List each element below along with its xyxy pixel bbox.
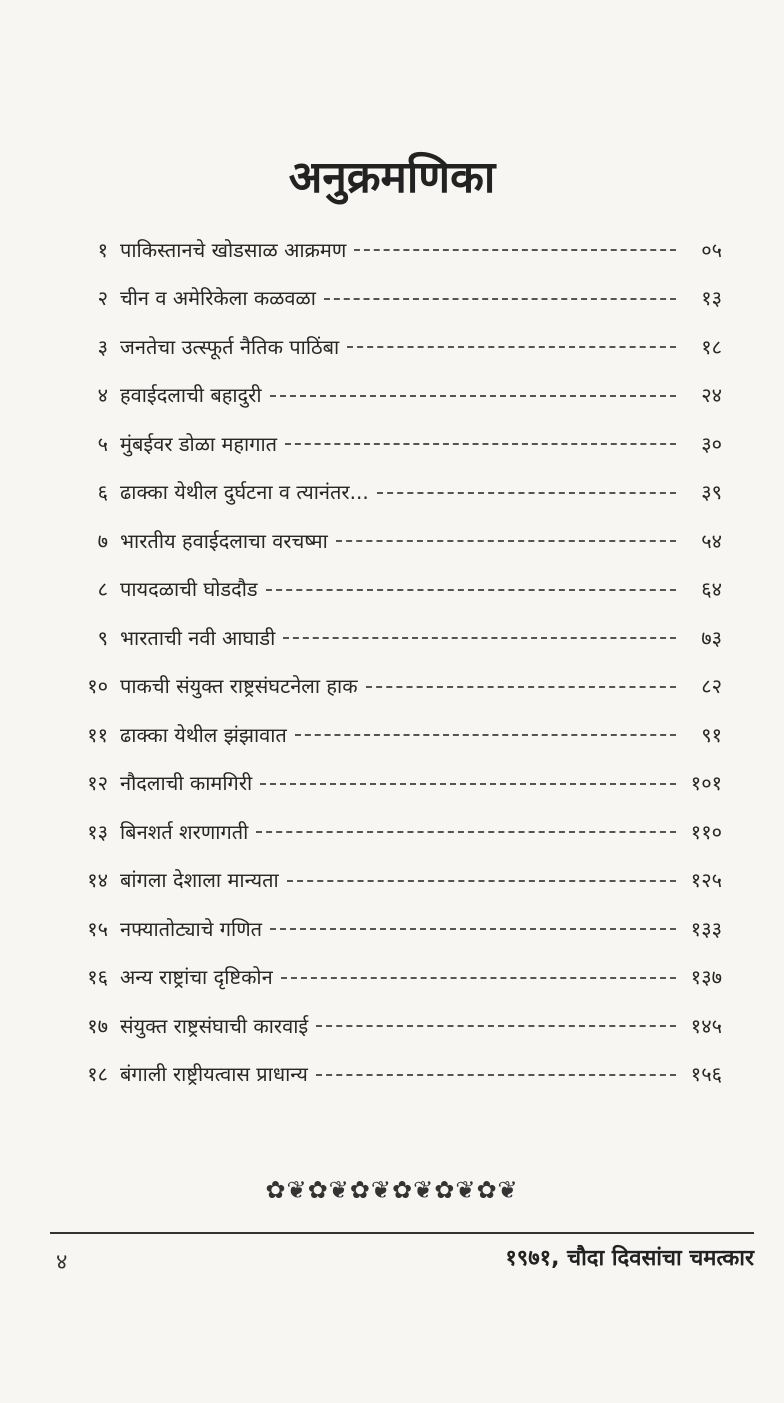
toc-entry <box>62 860 722 900</box>
toc-entry <box>62 811 722 851</box>
toc-entry-page: ११० <box>690 819 722 844</box>
toc-entry-number: ६ <box>97 480 108 504</box>
toc-entry <box>62 1054 722 1094</box>
toc-dash-leader <box>336 540 676 542</box>
footer-book-title: १९७१, चौदा दिवसांचा चमत्कार <box>505 1246 754 1271</box>
toc-entry-page: १३ <box>701 286 722 310</box>
toc-entry <box>62 1005 722 1045</box>
toc-entry <box>62 569 722 609</box>
toc-entry <box>62 278 722 318</box>
toc-entry-page: ३० <box>701 431 722 456</box>
toc-entry <box>62 326 722 366</box>
toc-entry-page: ०५ <box>701 237 722 262</box>
toc-dash-leader <box>354 249 676 251</box>
toc-dash-leader <box>281 977 676 979</box>
toc-entry-title: पाकची संयुक्त राष्ट्रसंघटनेला हाक <box>120 674 358 698</box>
toc-entry-page: १८ <box>701 334 722 359</box>
toc-entry-page: १३३ <box>690 916 722 941</box>
toc-entry-title: हवाईदलाची बहादुरी <box>120 383 262 407</box>
toc-dash-leader <box>260 783 676 785</box>
toc-entry-number: ५ <box>97 431 108 456</box>
toc-entry <box>62 375 722 415</box>
toc-dash-leader <box>295 734 676 736</box>
toc-entry-title: जनतेचा उत्स्फूर्त नैतिक पाठिंबा <box>120 334 340 359</box>
toc-entry-number: १२ <box>87 771 108 795</box>
toc-entry-page: ५४ <box>701 528 722 553</box>
toc-dash-leader <box>316 1074 676 1076</box>
toc-dash-leader <box>285 443 676 445</box>
toc-entry <box>62 229 722 269</box>
toc-entry-page: १२५ <box>690 868 722 892</box>
toc-entry-number: १८ <box>87 1062 108 1086</box>
toc-entry-number: ४ <box>97 383 108 407</box>
toc-entry-number: १ <box>97 237 108 262</box>
toc-entry-number: १४ <box>87 868 108 892</box>
footer-rule <box>50 1232 754 1234</box>
toc-dash-leader <box>283 637 676 639</box>
toc-dash-leader <box>287 880 676 882</box>
toc-entry <box>62 617 722 657</box>
toc-entry-page: ६४ <box>701 577 722 601</box>
toc-entry <box>62 908 722 948</box>
toc-entry-number: १५ <box>87 916 108 941</box>
toc-entry-number: १३ <box>87 819 108 844</box>
page-title: अनुक्रमणिका <box>288 152 496 203</box>
toc-entry-number: ८ <box>97 577 108 601</box>
toc-entry-number: १६ <box>87 965 108 989</box>
toc-entry-title: भारताची नवी आघाडी <box>120 625 276 650</box>
toc-entry-title: भारतीय हवाईदलाचा वरचष्मा <box>120 528 328 553</box>
toc-entry-page: ८२ <box>701 674 722 698</box>
toc-dash-leader <box>316 1025 676 1027</box>
toc-entry-title: मुंबईवर डोळा महागात <box>120 431 278 456</box>
toc-dash-leader <box>256 831 676 833</box>
toc-entry-title: नफ्यातोट्याचे गणित <box>120 916 263 941</box>
toc-entry-page: १३७ <box>690 965 722 989</box>
toc-entry-number: ७ <box>97 528 108 553</box>
toc-entry-title: बिनशर्त शरणागती <box>120 819 249 844</box>
toc-entry-page: २४ <box>701 383 722 407</box>
toc-entry-title: नौदलाची कामगिरी <box>120 771 253 795</box>
toc-dash-leader <box>324 298 676 300</box>
toc-entry-page: ३९ <box>701 480 722 504</box>
toc-dash-leader <box>270 395 676 397</box>
toc-dash-leader <box>347 346 676 348</box>
footer-page-number: ४ <box>56 1250 68 1275</box>
toc-entry-title: पाकिस्तानचे खोडसाळ आक्रमण <box>120 237 347 262</box>
toc-entry-title: ढाक्का येथील झंझावात <box>120 722 287 747</box>
toc-entry-page: १०१ <box>690 771 722 795</box>
toc-entry-page: ७३ <box>701 625 722 650</box>
toc-entry-title: ढाक्का येथील दुर्घटना व त्यानंतर... <box>120 480 369 504</box>
toc-entry-page: १५६ <box>690 1062 722 1086</box>
toc-entry-title: संयुक्त राष्ट्रसंघाची कारवाई <box>120 1013 309 1038</box>
toc-dash-leader <box>270 928 676 930</box>
toc-entry <box>62 423 722 463</box>
toc-entry-page: ९१ <box>701 722 722 747</box>
toc-entry-title: अन्य राष्ट्रांचा दृष्टिकोन <box>120 965 273 989</box>
toc-dash-leader <box>266 589 676 591</box>
toc-dash-leader <box>377 492 676 494</box>
toc-entry-number: १७ <box>87 1013 108 1038</box>
toc-entry <box>62 666 722 706</box>
toc-entry-title: बंगाली राष्ट्रीयत्वास प्राधान्य <box>120 1062 308 1086</box>
toc-entry-page: १४५ <box>690 1013 722 1038</box>
table-of-contents <box>0 229 784 1129</box>
toc-entry-number: ११ <box>87 722 108 747</box>
toc-entry-title: चीन व अमेरिकेला कळवळा <box>120 286 316 310</box>
toc-entry-number: ९ <box>97 625 108 650</box>
toc-entry-title: पायदळाची घोडदौड <box>120 577 258 601</box>
toc-entry <box>62 520 722 560</box>
toc-entry <box>62 472 722 512</box>
toc-entry-number: १० <box>87 674 108 698</box>
toc-entry-number: ३ <box>97 334 108 359</box>
toc-entry <box>62 714 722 754</box>
decorative-divider: ✿❦✿❦✿❦✿❦✿❦✿❦ <box>265 1176 519 1204</box>
toc-entry <box>62 957 722 997</box>
toc-entry-number: २ <box>97 286 108 310</box>
toc-dash-leader <box>366 686 676 688</box>
toc-entry-title: बांगला देशाला मान्यता <box>120 868 279 892</box>
toc-entry <box>62 763 722 803</box>
